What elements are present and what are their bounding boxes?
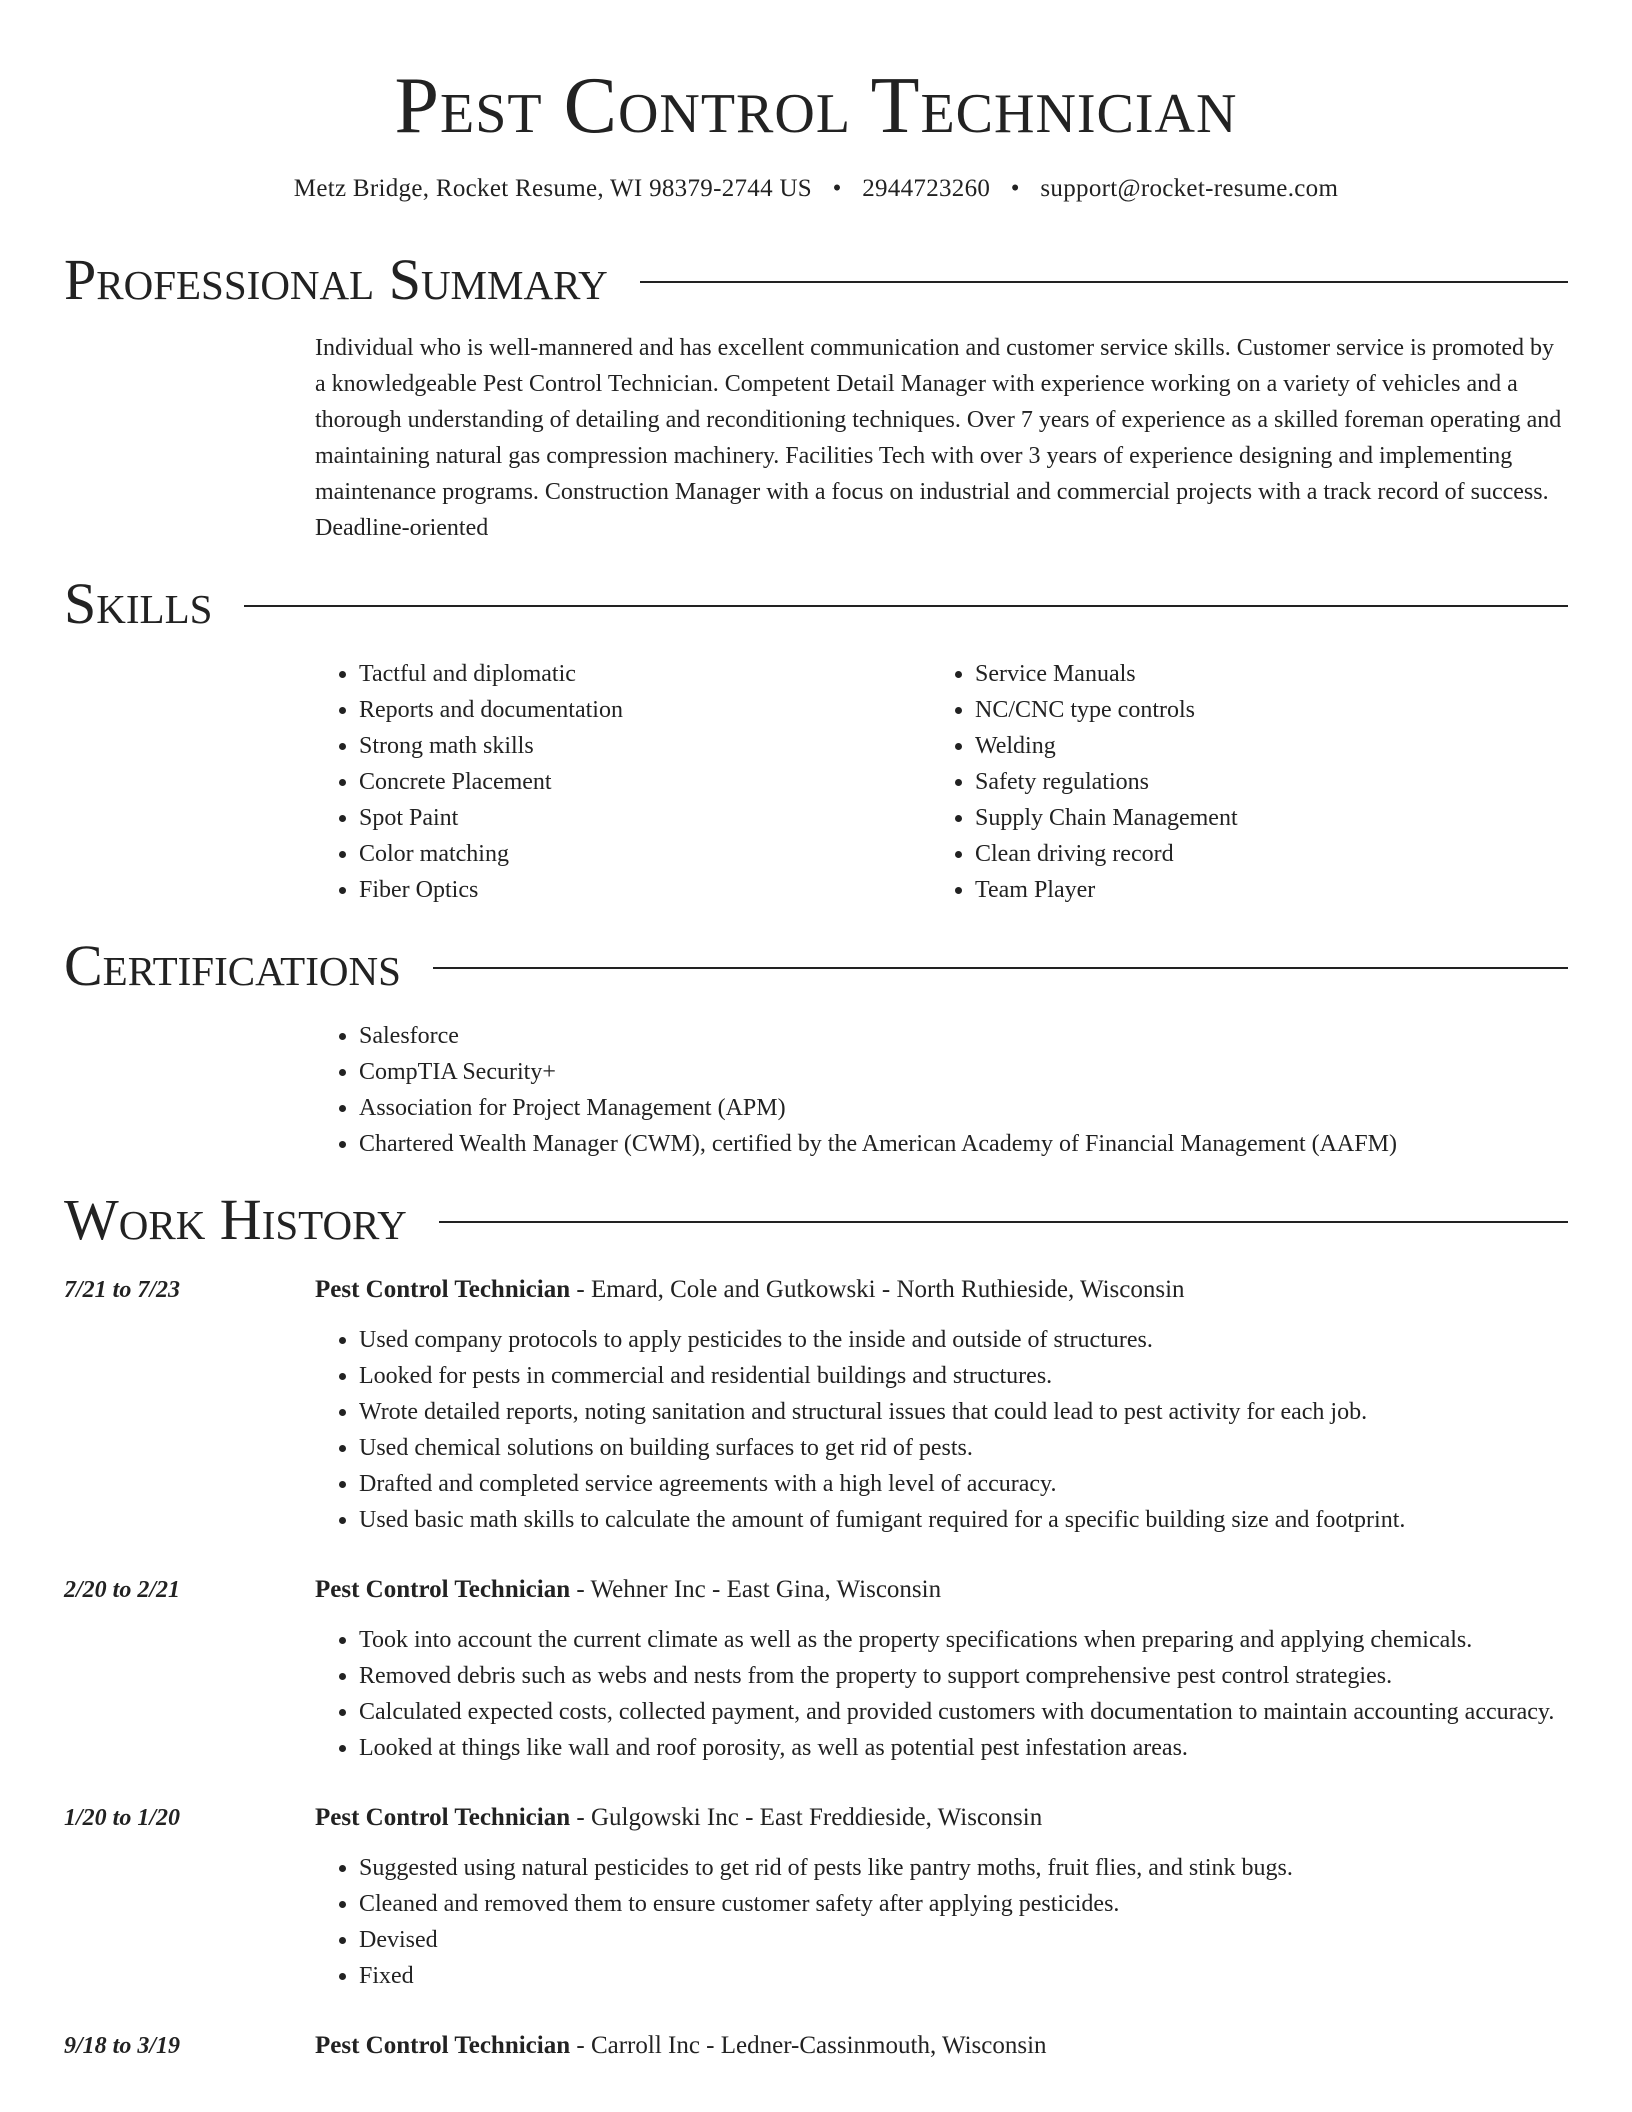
- skill-item: • Welding: [975, 728, 1547, 764]
- email: support@rocket-resume.com: [1040, 175, 1339, 202]
- job-details: [315, 1800, 1568, 1994]
- job-title: Pest Control Technician: [315, 1804, 571, 1831]
- job-bullet: • Devised: [359, 1922, 1568, 1958]
- job-details: [315, 1272, 1568, 1538]
- skill-item: • Supply Chain Management: [975, 800, 1547, 836]
- job-heading: [315, 1572, 1568, 1608]
- job-company: - Carroll Inc - Ledner-Cassinmouth, Wisconsin: [570, 2032, 1047, 2059]
- contact-separator: •: [832, 175, 842, 202]
- job-dates: 9/18 to 3/19: [64, 2033, 181, 2059]
- section-title-certifications: Certifications: [64, 933, 401, 998]
- job-entry: [64, 1572, 1568, 1766]
- certifications-list: [315, 1018, 1568, 1162]
- job-dates: 2/20 to 2/21: [64, 1577, 181, 1603]
- job-dates: 1/20 to 1/20: [64, 1805, 181, 1831]
- section-divider: [244, 605, 1568, 607]
- job-bullets: [315, 1322, 1568, 1538]
- skill-item: • Team Player: [975, 872, 1547, 908]
- job-bullet: • Used basic math skills to calculate the amount of fumigant required for a specific building size and footprint.: [359, 1502, 1568, 1538]
- contact-line: [64, 172, 1568, 206]
- section-title-work-history: Work History: [64, 1187, 407, 1252]
- job-details: [315, 1572, 1568, 1766]
- job-bullets: [315, 1622, 1568, 1766]
- certification-item: • CompTIA Security+: [359, 1054, 1568, 1090]
- job-title: Pest Control Technician: [315, 1576, 571, 1603]
- skill-item: • NC/CNC type controls: [975, 692, 1547, 728]
- job-bullet: • Cleaned and removed them to ensure customer safety after applying pesticides.: [359, 1886, 1568, 1922]
- job-bullet: • Suggested using natural pesticides to get rid of pests like pantry moths, fruit flies, and stink bugs.: [359, 1850, 1568, 1886]
- skill-item: • Clean driving record: [975, 836, 1547, 872]
- job-heading: [315, 1272, 1568, 1308]
- job-bullet: • Drafted and completed service agreements with a high level of accuracy.: [359, 1466, 1568, 1502]
- skill-item: • Spot Paint: [359, 800, 931, 836]
- job-entry: [64, 1272, 1568, 1538]
- job-title: Pest Control Technician: [315, 2032, 571, 2059]
- job-bullet: • Calculated expected costs, collected payment, and provided customers with documentation to maintain accounting accuracy.: [359, 1694, 1568, 1730]
- skills-column-right: [931, 656, 1547, 908]
- certification-item: • Chartered Wealth Manager (CWM), certified by the American Academy of Financial Management (AAFM): [359, 1126, 1568, 1162]
- job-heading: [315, 1800, 1568, 1836]
- job-entry: [64, 1800, 1568, 1994]
- job-bullet: • Looked for pests in commercial and residential buildings and structures.: [359, 1358, 1568, 1394]
- skills-section-header: [64, 572, 1568, 636]
- skill-item: • Reports and documentation: [359, 692, 931, 728]
- address: Metz Bridge, Rocket Resume, WI 98379-2744 US: [293, 175, 813, 202]
- resume-page: [64, 0, 1568, 2064]
- section-title-summary: Professional Summary: [64, 247, 608, 312]
- job-title: Pest Control Technician: [315, 1276, 571, 1303]
- job-bullet: • Used company protocols to apply pesticides to the inside and outside of structures.: [359, 1322, 1568, 1358]
- skill-item: • Concrete Placement: [359, 764, 931, 800]
- summary-section-header: [64, 248, 1568, 312]
- job-bullet: • Removed debris such as webs and nests from the property to support comprehensive pest control strategies.: [359, 1658, 1568, 1694]
- certification-item: • Salesforce: [359, 1018, 1568, 1054]
- skills-column-left: [315, 656, 931, 908]
- job-company: - Wehner Inc - East Gina, Wisconsin: [570, 1576, 942, 1603]
- job-bullet: • Took into account the current climate as well as the property specifications when preparing and applying chemicals.: [359, 1622, 1568, 1658]
- job-bullets: [315, 1850, 1568, 1994]
- skill-item: • Fiber Optics: [359, 872, 931, 908]
- summary-text: Individual who is well-mannered and has excellent communication and customer service skills. Customer service is promoted by a knowledgeable Pest Control Technician. Competent Detail Manager with experience working on a variety of vehicles and a thorough understanding of detailing and reconditioning techniques. Over 7 years of experience as a skilled foreman operating and maintaining natural gas compression machinery. Facilities Tech with over 3 years of experience designing and implementing maintenance programs. Construction Manager with a focus on industrial and commercial projects with a track record of success. Deadline-oriented: [315, 335, 1562, 541]
- section-title-skills: Skills: [64, 571, 213, 636]
- job-company: - Emard, Cole and Gutkowski - North Ruthieside, Wisconsin: [570, 1276, 1185, 1303]
- section-divider: [433, 967, 1568, 969]
- section-divider: [439, 1221, 1568, 1223]
- skill-item: • Service Manuals: [975, 656, 1547, 692]
- skill-item: • Color matching: [359, 836, 931, 872]
- job-bullet: • Fixed: [359, 1958, 1568, 1994]
- job-bullet: • Looked at things like wall and roof porosity, as well as potential pest infestation areas.: [359, 1730, 1568, 1766]
- certifications-section-header: [64, 934, 1568, 998]
- job-bullet: • Used chemical solutions on building surfaces to get rid of pests.: [359, 1430, 1568, 1466]
- section-divider: [640, 281, 1568, 283]
- job-bullet: • Wrote detailed reports, noting sanitation and structural issues that could lead to pest activity for each job.: [359, 1394, 1568, 1430]
- job-details: [315, 2028, 1568, 2064]
- job-company: - Gulgowski Inc - East Freddieside, Wisconsin: [570, 1804, 1043, 1831]
- skill-item: • Strong math skills: [359, 728, 931, 764]
- phone: 2944723260: [862, 175, 991, 202]
- job-entry: [64, 2028, 1568, 2064]
- job-dates: 7/21 to 7/23: [64, 1277, 181, 1303]
- skill-item: • Safety regulations: [975, 764, 1547, 800]
- skill-item: • Tactful and diplomatic: [359, 656, 931, 692]
- skills-list: [315, 656, 1568, 908]
- job-heading: [315, 2028, 1568, 2064]
- contact-separator: •: [1010, 175, 1020, 202]
- certification-item: • Association for Project Management (APM): [359, 1090, 1568, 1126]
- work-history-section-header: [64, 1188, 1568, 1252]
- resume-name: Pest Control Technician: [394, 62, 1238, 150]
